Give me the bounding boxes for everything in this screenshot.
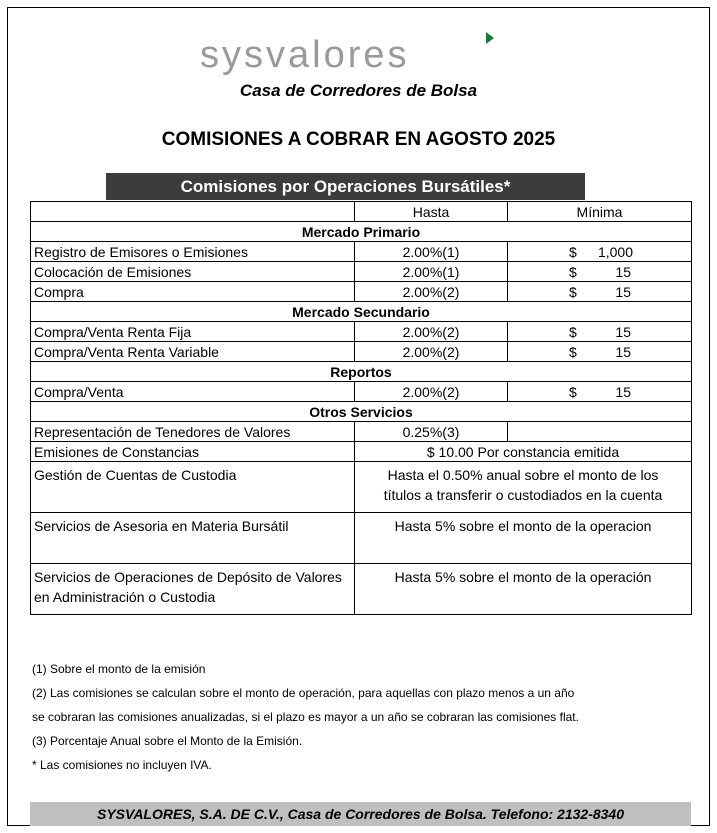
table-row — [31, 382, 692, 402]
currency-symbol: $ — [569, 283, 577, 300]
row-label: Compra/Venta Renta Fija — [31, 322, 355, 342]
row-value: Hasta el 0.50% anual sobre el monto de los títulos a transferir o custodiados en la cuenta — [355, 462, 692, 513]
column-header-minima: Mínima — [508, 202, 692, 222]
currency-symbol: $ — [569, 263, 577, 280]
row-label: Compra/Venta — [31, 382, 355, 402]
minimum-value: 15 — [615, 283, 631, 300]
commissions-table — [30, 201, 692, 615]
section-row — [31, 362, 692, 382]
minimum-value: 15 — [615, 383, 631, 400]
header-blank-cell — [31, 202, 355, 222]
row-hasta: 2.00%(1) — [355, 262, 508, 282]
row-label: Servicios de Operaciones de Depósito de Valores en Administración o Custodia — [31, 564, 355, 615]
row-minima — [508, 262, 692, 282]
table-row — [31, 513, 692, 564]
footnote: se cobraran las comisiones anualizadas, si el plazo es mayor a un año se cobraran las comisiones flat. — [32, 710, 579, 724]
row-value: Hasta 5% sobre el monto de la operación — [355, 564, 692, 615]
currency-symbol: $ — [569, 243, 577, 260]
section-reportos: Reportos — [31, 362, 692, 382]
footnote: (2) Las comisiones se calculan sobre el monto de operación, para aquellas con plazo menos a un año — [32, 686, 575, 700]
row-label: Compra/Venta Renta Variable — [31, 342, 355, 362]
section-row — [31, 402, 692, 422]
table-row — [31, 322, 692, 342]
currency-symbol: $ — [569, 343, 577, 360]
minimum-value: 1,000 — [597, 243, 633, 260]
company-subtitle: Casa de Corredores de Bolsa — [239, 81, 478, 100]
row-minima — [508, 322, 692, 342]
table-row — [31, 242, 692, 262]
footnote: (1) Sobre el monto de la emisión — [32, 662, 206, 676]
row-value: Hasta 5% sobre el monto de la operacion — [355, 513, 692, 564]
row-minima — [508, 282, 692, 302]
minimum-value: 15 — [615, 323, 631, 340]
row-hasta: 2.00%(2) — [355, 382, 508, 402]
row-minima — [508, 242, 692, 262]
section-row — [31, 302, 692, 322]
section-mercado-secundario: Mercado Secundario — [31, 302, 692, 322]
row-minima-empty — [508, 422, 692, 442]
footnote: (3) Porcentaje Anual sobre el Monto de la Emisión. — [32, 734, 303, 748]
column-header-hasta: Hasta — [355, 202, 508, 222]
row-value: $ 10.00 Por constancia emitida — [355, 442, 692, 462]
section-otros-servicios: Otros Servicios — [31, 402, 692, 422]
row-label: Servicios de Asesoria en Materia Bursátil — [31, 513, 355, 564]
section-banner: Comisiones por Operaciones Bursátiles* — [106, 173, 585, 200]
footer-bar: SYSVALORES, S.A. DE C.V., Casa de Corredores de Bolsa. Telefono: 2132-8340 — [30, 802, 691, 826]
table-row — [31, 462, 692, 513]
row-minima — [508, 342, 692, 362]
table-row — [31, 282, 692, 302]
row-label: Representación de Tenedores de Valores — [31, 422, 355, 442]
table-row — [31, 342, 692, 362]
table-header-row — [31, 202, 692, 222]
page-title: COMISIONES A COBRAR EN AGOSTO 2025 — [161, 129, 556, 150]
currency-symbol: $ — [569, 383, 577, 400]
row-hasta: 2.00%(2) — [355, 342, 508, 362]
table-row — [31, 422, 692, 442]
company-logo: sysvalores — [200, 34, 410, 76]
minimum-value: 15 — [615, 343, 631, 360]
row-hasta: 2.00%(2) — [355, 322, 508, 342]
row-label: Registro de Emisores o Emisiones — [31, 242, 355, 262]
row-minima — [508, 382, 692, 402]
table-row — [31, 442, 692, 462]
section-mercado-primario: Mercado Primario — [31, 222, 692, 242]
row-hasta: 2.00%(2) — [355, 282, 508, 302]
minimum-value: 15 — [615, 263, 631, 280]
row-label: Colocación de Emisiones — [31, 262, 355, 282]
row-label: Gestión de Cuentas de Custodia — [31, 462, 355, 513]
table-row — [31, 262, 692, 282]
row-hasta: 2.00%(1) — [355, 242, 508, 262]
row-hasta: 0.25%(3) — [355, 422, 508, 442]
currency-symbol: $ — [569, 323, 577, 340]
logo-triangle-icon — [486, 32, 494, 44]
row-label: Compra — [31, 282, 355, 302]
section-row — [31, 222, 692, 242]
table-row — [31, 564, 692, 615]
footnote: * Las comisiones no incluyen IVA. — [32, 758, 212, 772]
row-label: Emisiones de Constancias — [31, 442, 355, 462]
footnotes — [32, 657, 579, 777]
